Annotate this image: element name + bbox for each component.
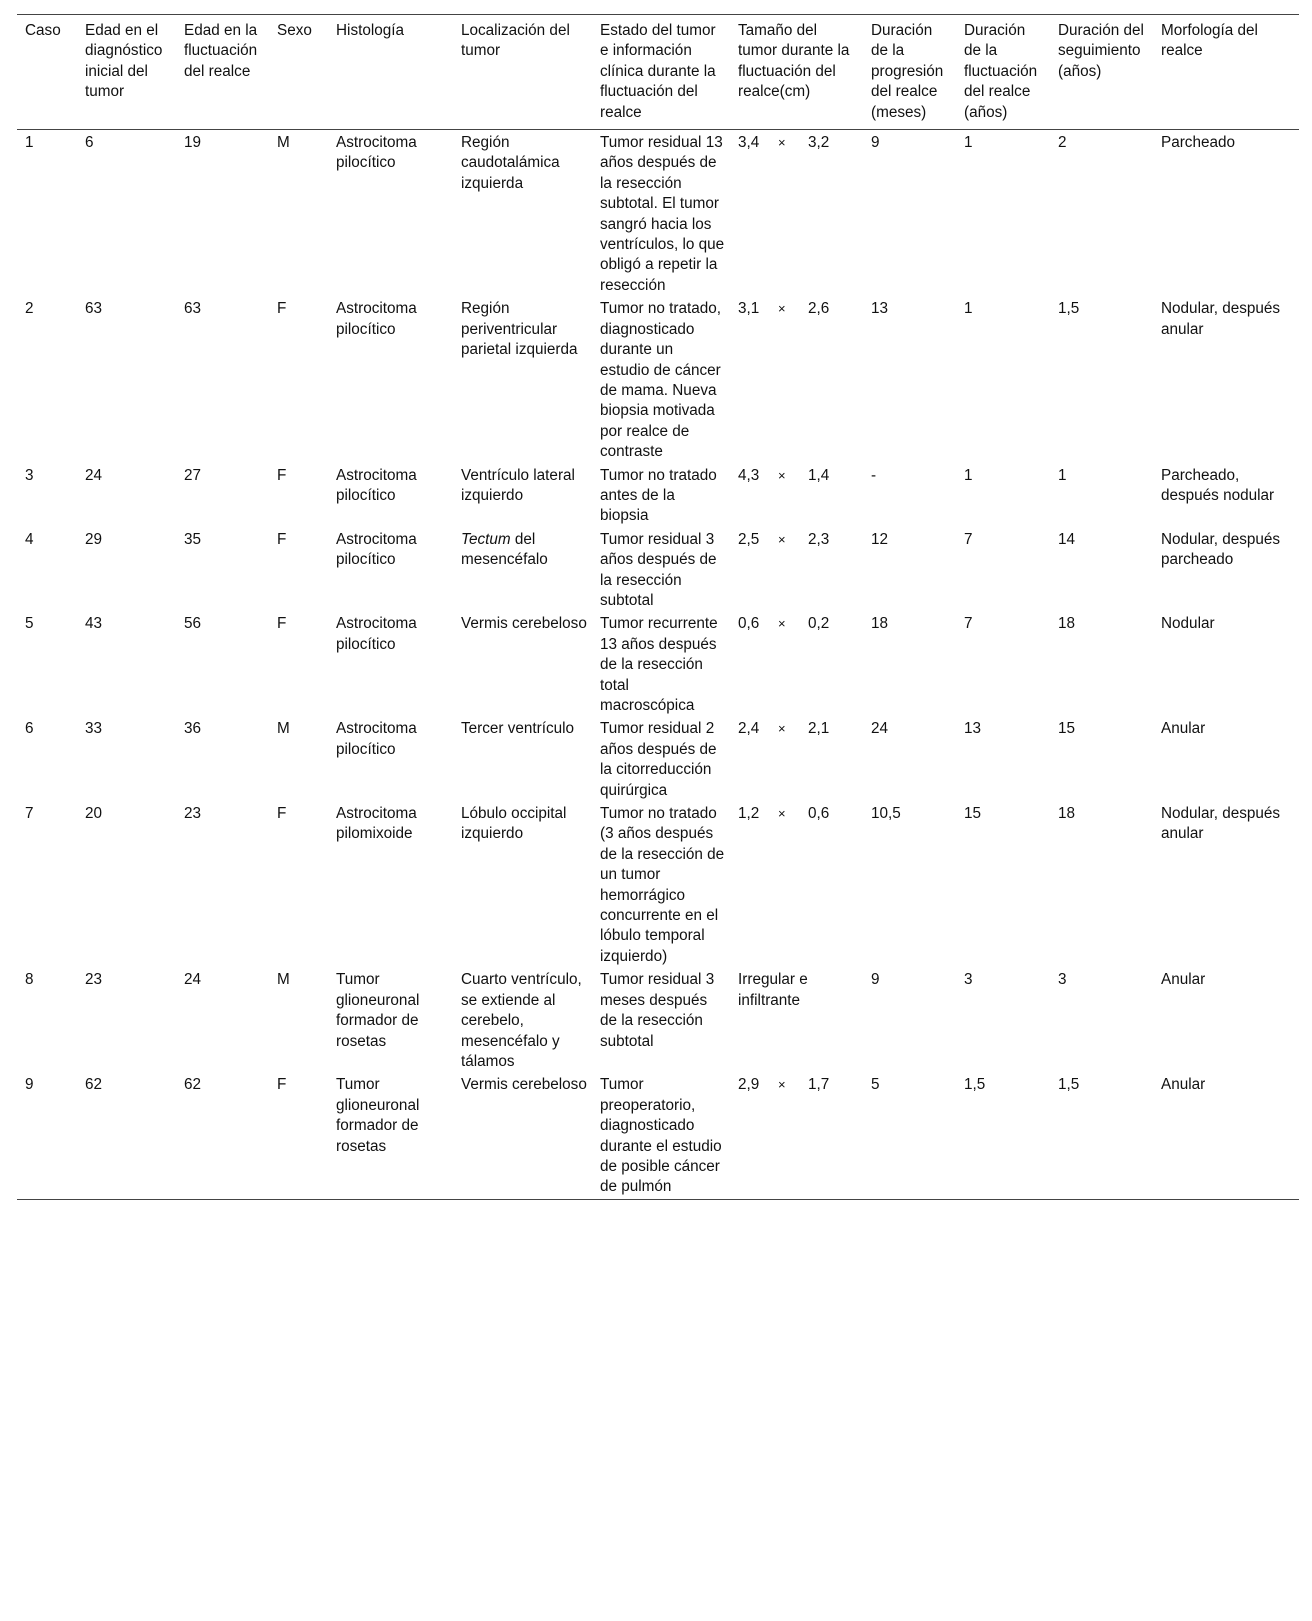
- tamano-dimensions: [738, 614, 859, 634]
- cell-sexo: F: [277, 466, 287, 484]
- cell-localizacion: [453, 802, 592, 968]
- tamano-text: Irregular e infiltrante: [738, 971, 808, 1009]
- cell-caso: 2: [25, 300, 34, 318]
- cell-duracion-seguimiento: 15: [1058, 720, 1076, 738]
- cell-duracion-fluctuacion: 3: [964, 971, 973, 989]
- table-row: [17, 1073, 1299, 1199]
- cell-duracion-fluctuacion: 1: [964, 300, 973, 318]
- tamano-dim-a: 2,5: [738, 530, 760, 548]
- cell-morfologia: Nodular: [1161, 615, 1215, 633]
- cell-caso: 9: [25, 1076, 34, 1094]
- cell-edad-diagnostico: 24: [85, 466, 103, 484]
- cell-histologia: Tumor glioneuronal formador de rosetas: [336, 1076, 420, 1155]
- cell-estado: Tumor residual 3 años después de la resección subtotal: [600, 530, 717, 609]
- localizacion-text: Región caudotalámica izquierda: [461, 134, 560, 192]
- cell-caso: 1: [25, 134, 34, 152]
- cell-localizacion: [453, 612, 592, 717]
- table-row: [17, 528, 1299, 613]
- cell-histologia: Tumor glioneuronal formador de rosetas: [336, 971, 420, 1050]
- cell-duracion-fluctuacion: 7: [964, 530, 973, 548]
- cell-caso: 6: [25, 720, 34, 738]
- cell-duracion-progresion: 10,5: [871, 805, 901, 823]
- cell-tamano: [730, 968, 863, 1073]
- cell-edad-diagnostico: 33: [85, 720, 103, 738]
- tamano-dim-a: 1,2: [738, 805, 760, 823]
- localizacion-text: Cuarto ventrículo, se extiende al cerebelo, mesencéfalo y tálamos: [461, 971, 582, 1070]
- times-sign: ×: [778, 301, 786, 317]
- table-row: [17, 130, 1299, 298]
- cell-sexo: M: [277, 971, 290, 989]
- cell-sexo: M: [277, 720, 290, 738]
- cell-edad-fluctuacion: 19: [184, 134, 202, 152]
- cell-caso: 8: [25, 971, 34, 989]
- cell-morfologia: Parcheado, después nodular: [1161, 466, 1275, 504]
- tamano-dim-a: 3,1: [738, 300, 760, 318]
- table-row: [17, 464, 1299, 528]
- cell-edad-fluctuacion: 35: [184, 530, 202, 548]
- header-morfologia: Morfología del realce: [1161, 22, 1258, 60]
- cell-edad-diagnostico: 63: [85, 300, 103, 318]
- header-tamano: Tamaño del tumor durante la fluctuación del realce(cm): [738, 22, 850, 101]
- localizacion-text: Ventrículo lateral izquierdo: [461, 466, 575, 504]
- cell-duracion-fluctuacion: 13: [964, 720, 982, 738]
- cell-edad-fluctuacion: 56: [184, 615, 202, 633]
- cell-tamano: [730, 612, 863, 717]
- cell-edad-diagnostico: 20: [85, 805, 103, 823]
- tamano-dimensions: [738, 530, 859, 550]
- cell-estado: Tumor no tratado (3 años después de la resección de un tumor hemorrágico concurrente en el lóbulo temporal izquierdo): [600, 805, 725, 965]
- cell-duracion-seguimiento: 2: [1058, 134, 1067, 152]
- cell-sexo: M: [277, 134, 290, 152]
- header-row: [17, 15, 1299, 130]
- tamano-dim-b: 0,6: [808, 805, 830, 823]
- tamano-dim-b: 0,2: [808, 615, 830, 633]
- localizacion-text: Región periventricular parietal izquierda: [461, 300, 578, 359]
- tumor-table-container: [17, 14, 1299, 1200]
- table-header: [17, 15, 1299, 130]
- times-sign: ×: [778, 616, 786, 632]
- cell-estado: Tumor no tratado, diagnosticado durante un estudio de cáncer de mama. Nueva biopsia motivada por realce de contraste: [600, 300, 722, 461]
- cell-morfologia: Parcheado: [1161, 134, 1235, 152]
- tamano-dimensions: [738, 1075, 859, 1095]
- table-body: [17, 130, 1299, 1200]
- cell-localizacion: [453, 1073, 592, 1199]
- table-row: [17, 717, 1299, 802]
- tamano-dim-a: 0,6: [738, 615, 760, 633]
- cell-edad-fluctuacion: 23: [184, 805, 202, 823]
- cell-estado: Tumor residual 3 meses después de la resección subtotal: [600, 971, 715, 1050]
- times-sign: ×: [778, 721, 786, 737]
- tamano-dim-a: 3,4: [738, 134, 760, 152]
- cell-localizacion: [453, 130, 592, 298]
- cell-sexo: F: [277, 530, 287, 548]
- cell-duracion-progresion: 12: [871, 530, 889, 548]
- cell-morfologia: Nodular, después parcheado: [1161, 530, 1281, 569]
- header-estado: Estado del tumor e información clínica durante la fluctuación del realce: [600, 22, 716, 121]
- cell-caso: 4: [25, 530, 34, 548]
- cell-edad-fluctuacion: 24: [184, 971, 202, 989]
- cell-duracion-progresion: 13: [871, 300, 889, 318]
- tamano-dimensions: [738, 299, 859, 319]
- header-duracion-seguimiento: Duración del seguimiento (años): [1058, 22, 1144, 80]
- cell-duracion-progresion: -: [871, 466, 877, 484]
- tamano-dim-a: 2,9: [738, 1076, 760, 1094]
- cell-duracion-fluctuacion: 1,5: [964, 1076, 986, 1094]
- cell-sexo: F: [277, 805, 287, 823]
- cell-edad-fluctuacion: 63: [184, 300, 202, 318]
- cell-edad-fluctuacion: 36: [184, 720, 202, 738]
- cell-morfologia: Anular: [1161, 1076, 1206, 1094]
- cell-sexo: F: [277, 1076, 287, 1094]
- cell-estado: Tumor preoperatorio, diagnosticado durante el estudio de posible cáncer de pulmón: [600, 1076, 722, 1196]
- tamano-dim-b: 2,1: [808, 720, 830, 738]
- cell-histologia: Astrocitoma pilocítico: [336, 300, 417, 338]
- cell-duracion-progresion: 9: [871, 134, 880, 152]
- localizacion-text: Vermis cerebeloso: [461, 1076, 587, 1094]
- cell-tamano: [730, 130, 863, 298]
- cell-morfologia: Nodular, después anular: [1161, 805, 1281, 843]
- cell-duracion-progresion: 24: [871, 720, 889, 738]
- cell-tamano: [730, 464, 863, 528]
- header-localizacion: Localización del tumor: [461, 22, 570, 60]
- tamano-dimensions: [738, 804, 859, 824]
- localizacion-text: del mesencéfalo: [461, 530, 548, 569]
- header-duracion-fluctuacion: Duración de la fluctuación del realce (años): [964, 22, 1038, 121]
- cell-histologia: Astrocitoma pilocítico: [336, 720, 417, 758]
- header-histologia: Histología: [336, 22, 405, 39]
- cell-duracion-fluctuacion: 7: [964, 615, 973, 633]
- tamano-dim-b: 2,3: [808, 530, 830, 548]
- cell-morfologia: Nodular, después anular: [1161, 300, 1281, 338]
- tamano-dim-b: 1,4: [808, 466, 830, 484]
- tamano-dimensions: [738, 133, 859, 153]
- cell-morfologia: Anular: [1161, 971, 1206, 989]
- cell-caso: 7: [25, 805, 34, 823]
- cell-edad-diagnostico: 23: [85, 971, 103, 989]
- cell-duracion-progresion: 9: [871, 971, 880, 989]
- tamano-dimensions: [738, 466, 859, 486]
- tamano-dim-b: 1,7: [808, 1076, 830, 1094]
- table-row: [17, 612, 1299, 717]
- cell-localizacion: [453, 968, 592, 1073]
- header-sexo: Sexo: [277, 22, 312, 39]
- header-edad-diagnostico: Edad en el diagnóstico inicial del tumor: [85, 22, 163, 101]
- cell-localizacion: [453, 717, 592, 802]
- cell-duracion-seguimiento: 14: [1058, 530, 1076, 548]
- cell-tamano: [730, 528, 863, 613]
- localizacion-italic-term: Tectum: [461, 530, 511, 548]
- times-sign: ×: [778, 135, 786, 151]
- table-row: [17, 802, 1299, 968]
- header-caso: Caso: [25, 22, 61, 39]
- cell-sexo: F: [277, 615, 287, 633]
- localizacion-text: Lóbulo occipital izquierdo: [461, 805, 567, 843]
- cell-histologia: Astrocitoma pilomixoide: [336, 805, 417, 843]
- tamano-dimensions: [738, 719, 859, 739]
- cell-tamano: [730, 297, 863, 463]
- cell-histologia: Astrocitoma pilocítico: [336, 466, 417, 504]
- cell-estado: Tumor recurrente 13 años después de la resección total macroscópica: [600, 615, 718, 714]
- cell-duracion-progresion: 5: [871, 1076, 880, 1094]
- cell-edad-diagnostico: 62: [85, 1076, 103, 1094]
- localizacion-text: Tercer ventrículo: [461, 720, 575, 738]
- cell-localizacion: [453, 528, 592, 613]
- cell-histologia: Astrocitoma pilocítico: [336, 615, 417, 653]
- tamano-dim-a: 4,3: [738, 466, 760, 484]
- cell-duracion-fluctuacion: 1: [964, 134, 973, 152]
- cell-morfologia: Anular: [1161, 720, 1206, 738]
- cell-tamano: [730, 802, 863, 968]
- table-row: [17, 297, 1299, 463]
- times-sign: ×: [778, 1077, 786, 1093]
- cell-duracion-seguimiento: 18: [1058, 615, 1076, 633]
- cell-duracion-seguimiento: 1: [1058, 466, 1067, 484]
- cell-histologia: Astrocitoma pilocítico: [336, 134, 417, 172]
- cell-caso: 3: [25, 466, 34, 484]
- tumor-table: [17, 14, 1299, 1200]
- cell-duracion-fluctuacion: 15: [964, 805, 982, 823]
- cell-tamano: [730, 717, 863, 802]
- header-duracion-progresion: Duración de la progresión del realce (meses): [871, 22, 944, 121]
- cell-localizacion: [453, 464, 592, 528]
- cell-localizacion: [453, 297, 592, 463]
- cell-duracion-seguimiento: 1,5: [1058, 300, 1080, 318]
- cell-estado: Tumor residual 2 años después de la citorreducción quirúrgica: [600, 720, 717, 799]
- tamano-dim-a: 2,4: [738, 720, 760, 738]
- cell-estado: Tumor residual 13 años después de la resección subtotal. El tumor sangró hacia los ventrículos, lo que obligó a repetir la resección: [600, 134, 725, 294]
- tamano-dim-b: 2,6: [808, 300, 830, 318]
- cell-estado: Tumor no tratado antes de la biopsia: [600, 466, 717, 525]
- times-sign: ×: [778, 531, 786, 547]
- cell-tamano: [730, 1073, 863, 1199]
- cell-duracion-seguimiento: 3: [1058, 971, 1067, 989]
- times-sign: ×: [778, 467, 786, 483]
- cell-caso: 5: [25, 615, 34, 633]
- cell-sexo: F: [277, 300, 287, 318]
- cell-duracion-fluctuacion: 1: [964, 466, 973, 484]
- cell-duracion-progresion: 18: [871, 615, 889, 633]
- cell-edad-diagnostico: 43: [85, 615, 103, 633]
- table-row: [17, 968, 1299, 1073]
- cell-edad-fluctuacion: 27: [184, 466, 202, 484]
- cell-edad-diagnostico: 6: [85, 134, 94, 152]
- cell-duracion-seguimiento: 1,5: [1058, 1076, 1080, 1094]
- cell-duracion-seguimiento: 18: [1058, 805, 1076, 823]
- localizacion-text: Vermis cerebeloso: [461, 615, 587, 633]
- cell-edad-diagnostico: 29: [85, 530, 103, 548]
- tamano-dim-b: 3,2: [808, 134, 830, 152]
- cell-histologia: Astrocitoma pilocítico: [336, 530, 417, 569]
- cell-edad-fluctuacion: 62: [184, 1076, 202, 1094]
- times-sign: ×: [778, 806, 786, 822]
- header-edad-fluctuacion: Edad en la fluctuación del realce: [184, 22, 258, 80]
